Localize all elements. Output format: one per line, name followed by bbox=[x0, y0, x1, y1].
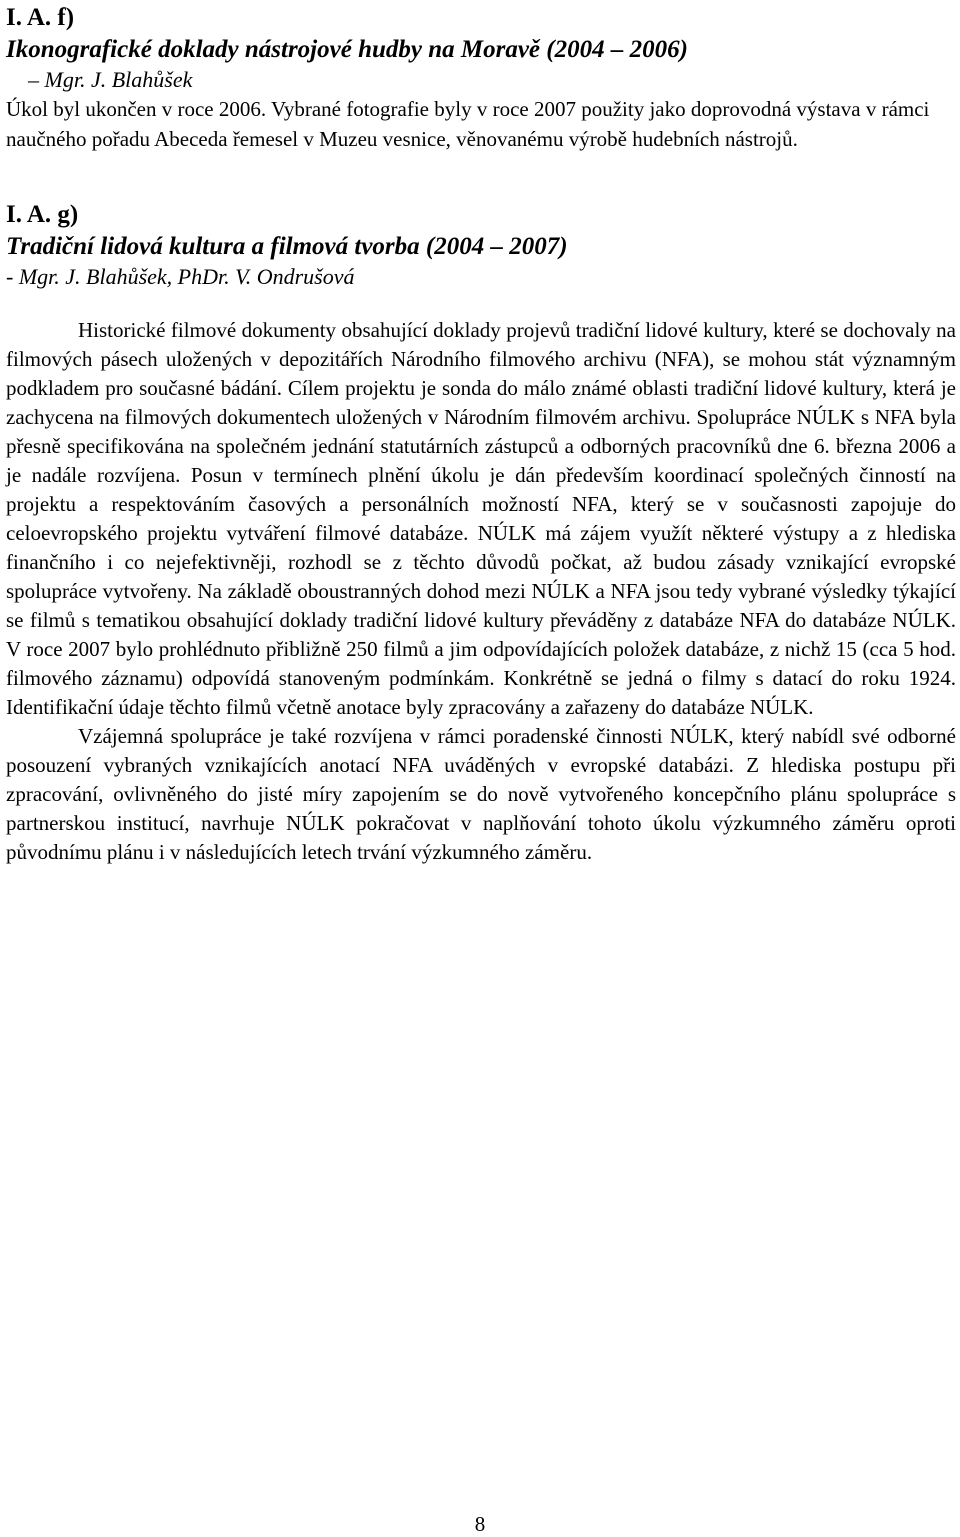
section-i-a-f bbox=[6, 2, 956, 154]
body-paragraph: Historické filmové dokumenty obsahující doklady projevů tradiční lidové kultury, které se dochovaly na filmových pásech uložených v depozitářích Národního filmového archivu (NFA), se mohou stát významným podkladem pro současné bádání. Cílem projektu je sonda do málo známé oblasti tradiční lidové kultury, která je zachycena na filmových dokumentech uložených v Národním filmovém archivu. Spolupráce NÚLK s NFA byla přesně specifikována na společném jednání statutárních zástupců a odborných pracovníků dne 6. března 2006 a je nadále rozvíjena. Posun v termínech plnění úkolu je dán především koordinací společných činností na projektu a respektováním časových a personálních možností NFA, který se v současnosti zapojuje do celoevropského projektu vytváření filmové databáze. NÚLK má zájem využít některé výstupy a z hlediska finančního i co nejefektivněji, rozhodl se z těchto důvodů počkat, až budou zásady vznikající evropské spolupráce vytvořeny. Na základě oboustranných dohod mezi NÚLK a NFA jsou tedy vybrané výsledky týkající se filmů s tematikou obsahující doklady tradiční lidové kultury převáděny z databáze NFA do databáze NÚLK. V roce 2007 bylo prohlédnuto přibližně 250 filmů a jim odpovídajících položek databáze, z nichž 15 (cca 5 hod. filmového záznamu) odpovídá stanoveným podmínkám. Konkrétně se jedná o filmy s datací do roku 1924. Identifikační údaje těchto filmů včetně anotace byly zpracovány a zařazeny do databáze NÚLK. bbox=[6, 318, 956, 719]
section-i-a-g bbox=[6, 199, 956, 867]
section-body bbox=[6, 316, 956, 867]
section-number: I. A. g) bbox=[6, 201, 79, 228]
section-title: Ikonografické doklady nástrojové hudby na Moravě (2004 – 2006) bbox=[6, 36, 688, 63]
section-author: – Mgr. J. Blahůšek bbox=[28, 67, 193, 92]
section-author: - Mgr. J. Blahůšek, PhDr. V. Ondrušová bbox=[6, 264, 355, 289]
page-number bbox=[0, 1512, 960, 1536]
document-page bbox=[6, 2, 956, 867]
page-number-text: 8 bbox=[474, 1512, 486, 1536]
body-paragraph: Vzájemná spolupráce je také rozvíjena v rámci poradenské činnosti NÚLK, který nabídl své odborné posouzení vybraných vznikajících anotací NFA uváděných v evropské databázi. Z hlediska postupu při zpracování, ovlivněného do jisté míry zapojením se do nově vytvořeného koncepčního plánu spolupráce s partnerskou institucí, navrhuje NÚLK pokračovat v naplňování tohoto úkolu výzkumného záměru oproti původnímu plánu i v následujících letech trvání výzkumného záměru. bbox=[6, 724, 956, 864]
section-number: I. A. f) bbox=[6, 4, 75, 31]
section-text: Úkol byl ukončen v roce 2006. Vybrané fotografie byly v roce 2007 použity jako doprovodná výstava v rámci naučného pořadu Abeceda řemesel v Muzeu vesnice, věnovanému výrobě hudebních nástrojů. bbox=[6, 97, 930, 151]
section-title: Tradiční lidová kultura a filmová tvorba (2004 – 2007) bbox=[6, 233, 568, 260]
